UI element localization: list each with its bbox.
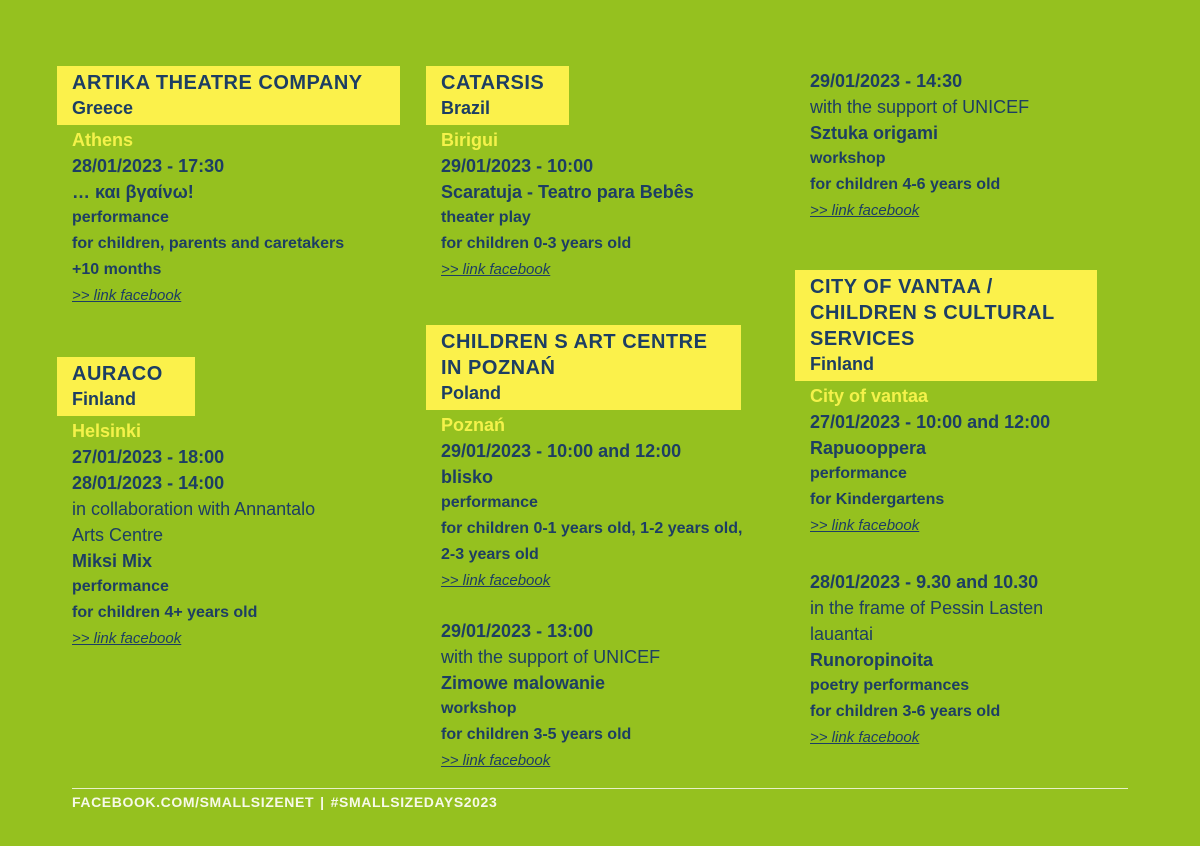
event-type: poetry performances (810, 677, 970, 694)
vantaa-header (795, 270, 1097, 381)
col3-top-block (795, 68, 1029, 224)
event-audience: for Kindergartens (810, 491, 945, 508)
event-age: +10 months (72, 261, 162, 278)
org-name: CATARSIS (441, 72, 545, 94)
event-note: Arts Centre (72, 525, 164, 545)
facebook-link[interactable]: >> link facebook (72, 630, 182, 647)
event-date: 28/01/2023 - 17:30 (72, 156, 225, 176)
city: Poznań (441, 415, 506, 435)
city: City of vantaa (810, 386, 929, 406)
org-name: AURACO (72, 363, 163, 385)
event-type: workshop (810, 150, 886, 167)
event-audience: 2-3 years old (441, 546, 539, 563)
event-audience: for children, parents and caretakers (72, 235, 345, 252)
country: Finland (810, 354, 874, 374)
event-note: with the support of UNICEF (441, 647, 661, 667)
event-date: 29/01/2023 - 14:30 (810, 71, 963, 91)
event-title: Runoropinoita (810, 650, 933, 670)
event-note: with the support of UNICEF (810, 97, 1030, 117)
facebook-link[interactable]: >> link facebook (72, 287, 182, 304)
event-date: 27/01/2023 - 18:00 (72, 447, 225, 467)
facebook-link[interactable]: >> link facebook (810, 517, 920, 534)
org-name: ARTIKA THEATRE COMPANY (72, 72, 363, 94)
city: Birigui (441, 130, 498, 150)
event-title: Scaratuja - Teatro para Bebês (441, 182, 694, 202)
event-type: workshop (441, 700, 517, 717)
event-title: Zimowe malowanie (441, 673, 606, 693)
catarsis-header (426, 66, 569, 125)
poznan-block (426, 325, 742, 774)
hashtag: #SMALLSIZEDAYS2023 (330, 794, 498, 810)
event-audience: for children 0-3 years old (441, 235, 632, 252)
city: Athens (72, 130, 134, 150)
footer-separator: | (320, 794, 325, 810)
footer (72, 794, 497, 810)
event-date: 28/01/2023 - 14:00 (72, 473, 225, 493)
event-title: blisko (441, 467, 494, 487)
event-date: 27/01/2023 - 10:00 and 12:00 (810, 412, 1051, 432)
country: Greece (72, 98, 134, 118)
org-name: CHILDREN S ART CENTRE (441, 331, 708, 353)
event-type: performance (72, 209, 169, 226)
event-date: 29/01/2023 - 10:00 and 12:00 (441, 441, 682, 461)
org-name: SERVICES (810, 328, 915, 350)
event-note: in collaboration with Annantalo (72, 499, 316, 519)
country: Finland (72, 389, 136, 409)
auraco-block (57, 357, 315, 652)
event-date: 29/01/2023 - 10:00 (441, 156, 594, 176)
footer-divider (72, 788, 1128, 789)
event-note: lauantai (810, 624, 874, 644)
event-audience: for children 4-6 years old (810, 176, 1001, 193)
event-title: … και βγαίνω! (72, 182, 194, 202)
poznan-header (426, 325, 741, 410)
event-date: 28/01/2023 - 9.30 and 10.30 (810, 572, 1039, 592)
event-audience: for children 4+ years old (72, 604, 258, 621)
event-date: 29/01/2023 - 13:00 (441, 621, 594, 641)
city: Helsinki (72, 421, 142, 441)
event-type: performance (810, 465, 907, 482)
event-type: performance (72, 578, 169, 595)
facebook-link[interactable]: >> link facebook (441, 261, 551, 278)
artika-block (57, 66, 400, 309)
facebook-link[interactable]: >> link facebook (441, 572, 551, 589)
event-title: Rapuooppera (810, 438, 927, 458)
org-name: CHILDREN S CULTURAL (810, 302, 1055, 324)
event-type: theater play (441, 209, 531, 226)
facebook-page-url[interactable]: FACEBOOK.COM/SMALLSIZENET (72, 794, 315, 810)
catarsis-block (426, 66, 694, 283)
event-type: performance (441, 494, 538, 511)
event-title: Miksi Mix (72, 551, 153, 571)
auraco-header (57, 357, 195, 416)
event-note: in the frame of Pessin Lasten (810, 598, 1044, 618)
facebook-link[interactable]: >> link facebook (810, 202, 920, 219)
country: Brazil (441, 98, 491, 118)
artika-header (57, 66, 400, 125)
facebook-link[interactable]: >> link facebook (810, 729, 920, 746)
org-name: CITY OF VANTAA / (810, 276, 993, 298)
event-audience: for children 3-6 years old (810, 703, 1001, 720)
vantaa-block (795, 270, 1097, 751)
event-audience: for children 3-5 years old (441, 726, 632, 743)
facebook-link[interactable]: >> link facebook (441, 752, 551, 769)
org-name: IN POZNAŃ (441, 357, 556, 379)
country: Poland (441, 383, 502, 403)
event-audience: for children 0-1 years old, 1-2 years old, (441, 520, 743, 537)
event-title: Sztuka origami (810, 123, 939, 143)
